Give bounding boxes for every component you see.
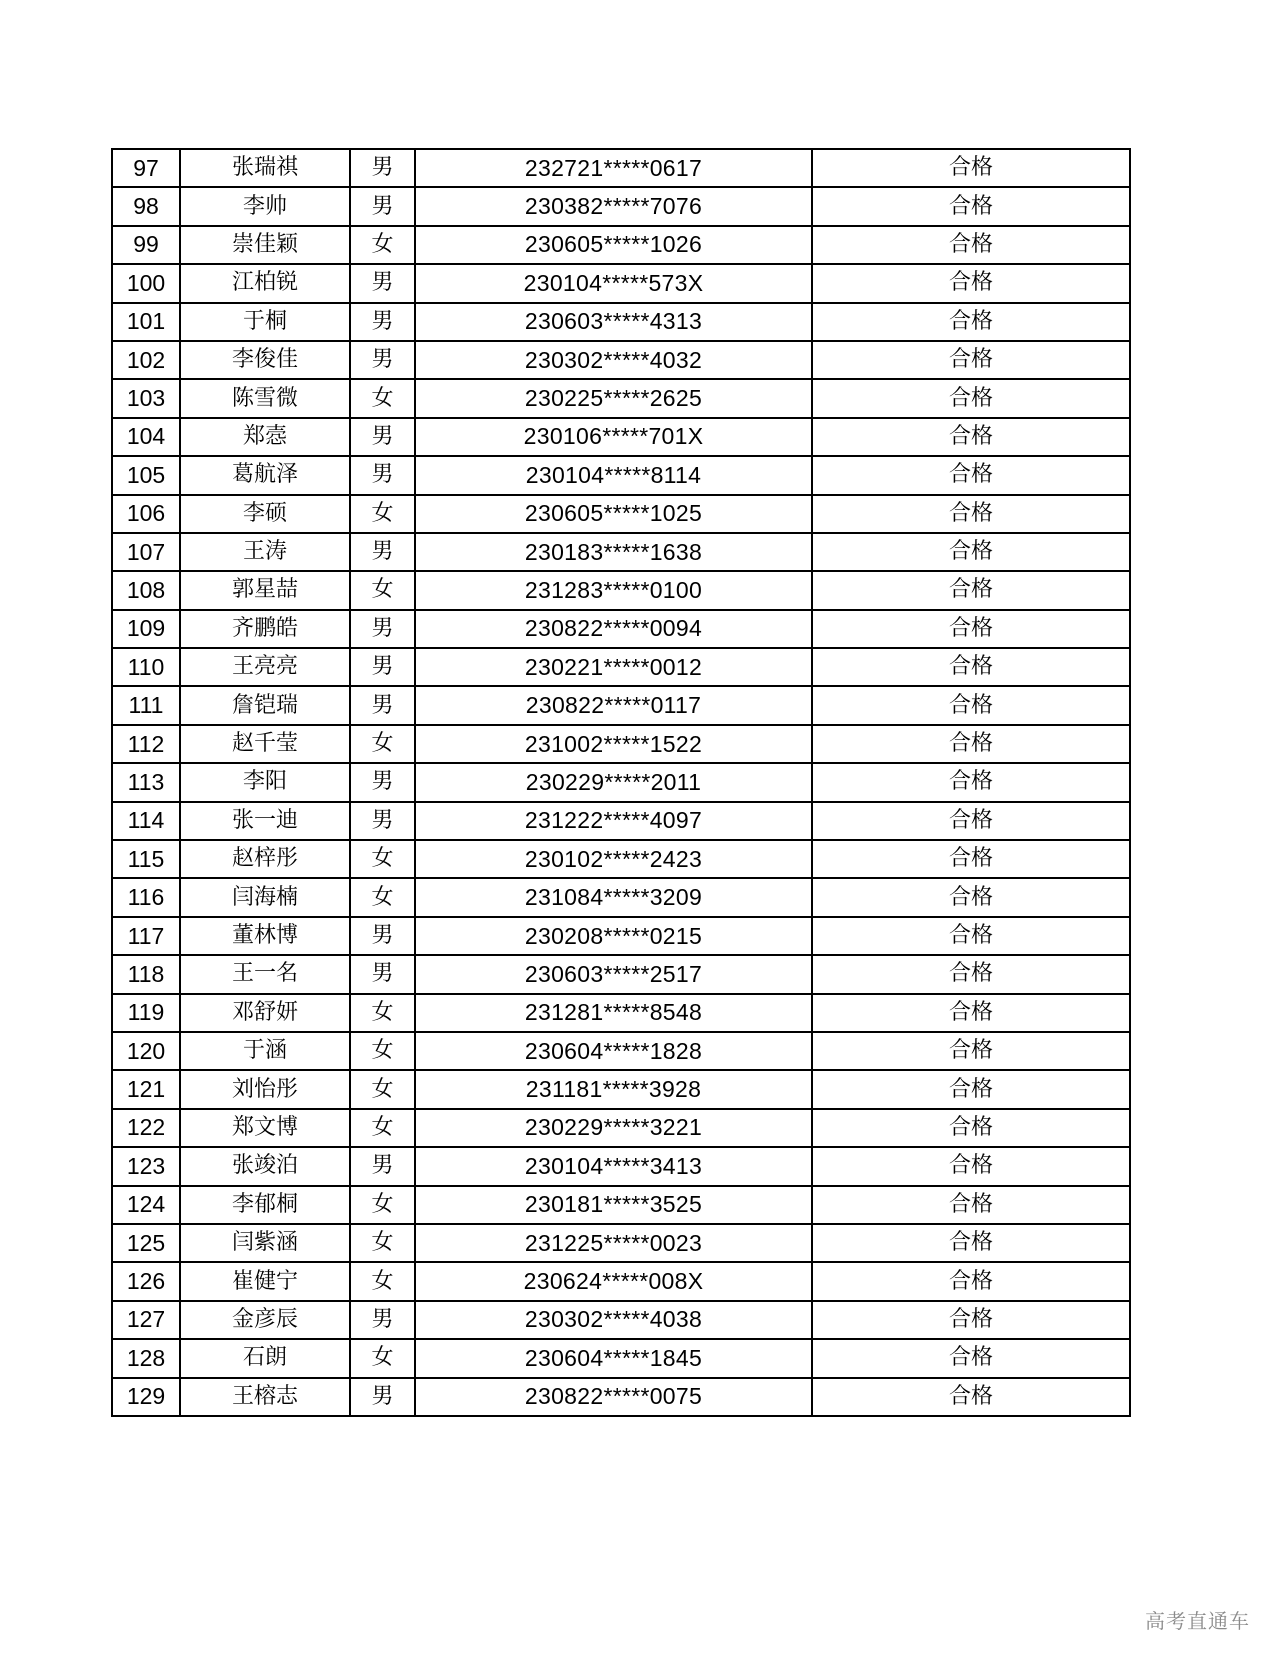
- result-cell: 合格: [812, 610, 1130, 648]
- row-number-cell: 110: [112, 648, 180, 686]
- name-cell: 闫海楠: [180, 878, 350, 916]
- name-cell: 石朗: [180, 1339, 350, 1377]
- name-cell: 郑悫: [180, 418, 350, 456]
- row-number-cell: 113: [112, 763, 180, 801]
- table-row: [112, 917, 1130, 955]
- row-number-cell: 120: [112, 1032, 180, 1070]
- name-cell: 刘怡彤: [180, 1070, 350, 1108]
- row-number-cell: 99: [112, 226, 180, 264]
- name-cell: 郑文博: [180, 1109, 350, 1147]
- result-cell: 合格: [812, 149, 1130, 187]
- id-number-cell: 230382*****7076: [415, 187, 812, 225]
- gender-cell: 男: [350, 763, 415, 801]
- result-cell: 合格: [812, 303, 1130, 341]
- gender-cell: 男: [350, 1378, 415, 1416]
- row-number-cell: 114: [112, 802, 180, 840]
- id-number-cell: 230104*****3413: [415, 1147, 812, 1185]
- row-number-cell: 119: [112, 994, 180, 1032]
- result-cell: 合格: [812, 1070, 1130, 1108]
- table-row: [112, 264, 1130, 302]
- table-row: [112, 187, 1130, 225]
- id-number-cell: 231225*****0023: [415, 1224, 812, 1262]
- id-number-cell: 230603*****2517: [415, 955, 812, 993]
- result-cell: 合格: [812, 1339, 1130, 1377]
- name-cell: 董林博: [180, 917, 350, 955]
- result-cell: 合格: [812, 533, 1130, 571]
- gender-cell: 女: [350, 1224, 415, 1262]
- gender-cell: 男: [350, 1301, 415, 1339]
- id-number-cell: 230603*****4313: [415, 303, 812, 341]
- row-number-cell: 98: [112, 187, 180, 225]
- result-cell: 合格: [812, 1186, 1130, 1224]
- id-number-cell: 230302*****4038: [415, 1301, 812, 1339]
- table-row: [112, 686, 1130, 724]
- table-row: [112, 955, 1130, 993]
- name-cell: 詹铠瑞: [180, 686, 350, 724]
- gender-cell: 男: [350, 418, 415, 456]
- row-number-cell: 116: [112, 878, 180, 916]
- gender-cell: 女: [350, 571, 415, 609]
- name-cell: 于涵: [180, 1032, 350, 1070]
- name-cell: 陈雪微: [180, 379, 350, 417]
- result-cell: 合格: [812, 418, 1130, 456]
- gender-cell: 男: [350, 955, 415, 993]
- id-number-cell: 230604*****1845: [415, 1339, 812, 1377]
- id-number-cell: 230822*****0094: [415, 610, 812, 648]
- id-number-cell: 230604*****1828: [415, 1032, 812, 1070]
- row-number-cell: 109: [112, 610, 180, 648]
- name-cell: 赵千莹: [180, 725, 350, 763]
- result-cell: 合格: [812, 763, 1130, 801]
- id-number-cell: 231002*****1522: [415, 725, 812, 763]
- id-number-cell: 230302*****4032: [415, 341, 812, 379]
- row-number-cell: 126: [112, 1262, 180, 1300]
- result-cell: 合格: [812, 994, 1130, 1032]
- table-row: [112, 533, 1130, 571]
- result-cell: 合格: [812, 341, 1130, 379]
- row-number-cell: 100: [112, 264, 180, 302]
- table-row: [112, 763, 1130, 801]
- name-cell: 齐鹏皓: [180, 610, 350, 648]
- gender-cell: 男: [350, 456, 415, 494]
- result-cell: 合格: [812, 1224, 1130, 1262]
- result-cell: 合格: [812, 686, 1130, 724]
- id-number-cell: 230605*****1026: [415, 226, 812, 264]
- row-number-cell: 104: [112, 418, 180, 456]
- gender-cell: 女: [350, 1339, 415, 1377]
- gender-cell: 男: [350, 1147, 415, 1185]
- id-number-cell: 232721*****0617: [415, 149, 812, 187]
- table-row: [112, 303, 1130, 341]
- result-cell: 合格: [812, 648, 1130, 686]
- id-number-cell: 230225*****2625: [415, 379, 812, 417]
- row-number-cell: 103: [112, 379, 180, 417]
- name-cell: 邓舒妍: [180, 994, 350, 1032]
- result-cell: 合格: [812, 1378, 1130, 1416]
- id-number-cell: 230208*****0215: [415, 917, 812, 955]
- result-cell: 合格: [812, 495, 1130, 533]
- table-row: [112, 1339, 1130, 1377]
- id-number-cell: 230822*****0075: [415, 1378, 812, 1416]
- gender-cell: 女: [350, 1070, 415, 1108]
- name-cell: 崇佳颖: [180, 226, 350, 264]
- result-cell: 合格: [812, 1032, 1130, 1070]
- id-number-cell: 230104*****573X: [415, 264, 812, 302]
- id-number-cell: 230229*****2011: [415, 763, 812, 801]
- name-cell: 王涛: [180, 533, 350, 571]
- name-cell: 崔健宁: [180, 1262, 350, 1300]
- gender-cell: 女: [350, 1186, 415, 1224]
- table-row: [112, 1032, 1130, 1070]
- name-cell: 于桐: [180, 303, 350, 341]
- gender-cell: 女: [350, 1262, 415, 1300]
- gender-cell: 男: [350, 802, 415, 840]
- table-row: [112, 495, 1130, 533]
- table-row: [112, 1224, 1130, 1262]
- id-number-cell: 230183*****1638: [415, 533, 812, 571]
- name-cell: 葛航泽: [180, 456, 350, 494]
- row-number-cell: 128: [112, 1339, 180, 1377]
- id-number-cell: 231281*****8548: [415, 994, 812, 1032]
- gender-cell: 男: [350, 303, 415, 341]
- name-cell: 李帅: [180, 187, 350, 225]
- row-number-cell: 117: [112, 917, 180, 955]
- row-number-cell: 106: [112, 495, 180, 533]
- results-table: [111, 148, 1131, 1417]
- gender-cell: 女: [350, 226, 415, 264]
- table-row: [112, 610, 1130, 648]
- result-cell: 合格: [812, 725, 1130, 763]
- result-cell: 合格: [812, 226, 1130, 264]
- gender-cell: 女: [350, 1032, 415, 1070]
- name-cell: 王一名: [180, 955, 350, 993]
- name-cell: 郭星喆: [180, 571, 350, 609]
- row-number-cell: 107: [112, 533, 180, 571]
- table-row: [112, 802, 1130, 840]
- row-number-cell: 112: [112, 725, 180, 763]
- results-table-body: [112, 149, 1130, 1416]
- table-row: [112, 994, 1130, 1032]
- row-number-cell: 105: [112, 456, 180, 494]
- id-number-cell: 230104*****8114: [415, 456, 812, 494]
- result-cell: 合格: [812, 1262, 1130, 1300]
- gender-cell: 男: [350, 533, 415, 571]
- table-row: [112, 456, 1130, 494]
- row-number-cell: 118: [112, 955, 180, 993]
- table-row: [112, 1186, 1130, 1224]
- gender-cell: 女: [350, 495, 415, 533]
- gender-cell: 女: [350, 1109, 415, 1147]
- id-number-cell: 231222*****4097: [415, 802, 812, 840]
- name-cell: 江柏锐: [180, 264, 350, 302]
- row-number-cell: 127: [112, 1301, 180, 1339]
- name-cell: 张一迪: [180, 802, 350, 840]
- gender-cell: 男: [350, 686, 415, 724]
- table-row: [112, 379, 1130, 417]
- table-row: [112, 571, 1130, 609]
- watermark: 高考直通车: [1145, 1609, 1250, 1633]
- name-cell: 赵梓彤: [180, 840, 350, 878]
- result-cell: 合格: [812, 264, 1130, 302]
- id-number-cell: 230822*****0117: [415, 686, 812, 724]
- table-row: [112, 1378, 1130, 1416]
- gender-cell: 女: [350, 878, 415, 916]
- result-cell: 合格: [812, 187, 1130, 225]
- id-number-cell: 230624*****008X: [415, 1262, 812, 1300]
- table-row: [112, 1301, 1130, 1339]
- row-number-cell: 121: [112, 1070, 180, 1108]
- id-number-cell: 230106*****701X: [415, 418, 812, 456]
- name-cell: 李郁桐: [180, 1186, 350, 1224]
- result-cell: 合格: [812, 840, 1130, 878]
- result-cell: 合格: [812, 1109, 1130, 1147]
- id-number-cell: 231084*****3209: [415, 878, 812, 916]
- table-row: [112, 1070, 1130, 1108]
- gender-cell: 女: [350, 994, 415, 1032]
- table-row: [112, 1262, 1130, 1300]
- row-number-cell: 129: [112, 1378, 180, 1416]
- result-cell: 合格: [812, 1147, 1130, 1185]
- gender-cell: 男: [350, 648, 415, 686]
- name-cell: 闫紫涵: [180, 1224, 350, 1262]
- table-row: [112, 341, 1130, 379]
- gender-cell: 男: [350, 610, 415, 648]
- name-cell: 张竣泊: [180, 1147, 350, 1185]
- gender-cell: 女: [350, 840, 415, 878]
- table-row: [112, 1147, 1130, 1185]
- result-cell: 合格: [812, 571, 1130, 609]
- result-cell: 合格: [812, 917, 1130, 955]
- gender-cell: 男: [350, 341, 415, 379]
- row-number-cell: 102: [112, 341, 180, 379]
- result-cell: 合格: [812, 456, 1130, 494]
- row-number-cell: 124: [112, 1186, 180, 1224]
- row-number-cell: 123: [112, 1147, 180, 1185]
- table-row: [112, 725, 1130, 763]
- row-number-cell: 115: [112, 840, 180, 878]
- result-cell: 合格: [812, 802, 1130, 840]
- id-number-cell: 230229*****3221: [415, 1109, 812, 1147]
- table-row: [112, 840, 1130, 878]
- table-row: [112, 1109, 1130, 1147]
- gender-cell: 男: [350, 149, 415, 187]
- name-cell: 李俊佳: [180, 341, 350, 379]
- name-cell: 王亮亮: [180, 648, 350, 686]
- name-cell: 王榕志: [180, 1378, 350, 1416]
- result-cell: 合格: [812, 955, 1130, 993]
- name-cell: 李阳: [180, 763, 350, 801]
- result-cell: 合格: [812, 1301, 1130, 1339]
- id-number-cell: 231181*****3928: [415, 1070, 812, 1108]
- table-row: [112, 878, 1130, 916]
- id-number-cell: 230221*****0012: [415, 648, 812, 686]
- table-row: [112, 149, 1130, 187]
- id-number-cell: 231283*****0100: [415, 571, 812, 609]
- row-number-cell: 122: [112, 1109, 180, 1147]
- id-number-cell: 230102*****2423: [415, 840, 812, 878]
- id-number-cell: 230605*****1025: [415, 495, 812, 533]
- row-number-cell: 111: [112, 686, 180, 724]
- row-number-cell: 125: [112, 1224, 180, 1262]
- row-number-cell: 101: [112, 303, 180, 341]
- gender-cell: 男: [350, 187, 415, 225]
- row-number-cell: 108: [112, 571, 180, 609]
- gender-cell: 女: [350, 725, 415, 763]
- id-number-cell: 230181*****3525: [415, 1186, 812, 1224]
- result-cell: 合格: [812, 379, 1130, 417]
- gender-cell: 男: [350, 264, 415, 302]
- table-row: [112, 418, 1130, 456]
- name-cell: 张瑞祺: [180, 149, 350, 187]
- table-row: [112, 648, 1130, 686]
- gender-cell: 女: [350, 379, 415, 417]
- result-cell: 合格: [812, 878, 1130, 916]
- row-number-cell: 97: [112, 149, 180, 187]
- gender-cell: 男: [350, 917, 415, 955]
- table-row: [112, 226, 1130, 264]
- name-cell: 金彦辰: [180, 1301, 350, 1339]
- name-cell: 李硕: [180, 495, 350, 533]
